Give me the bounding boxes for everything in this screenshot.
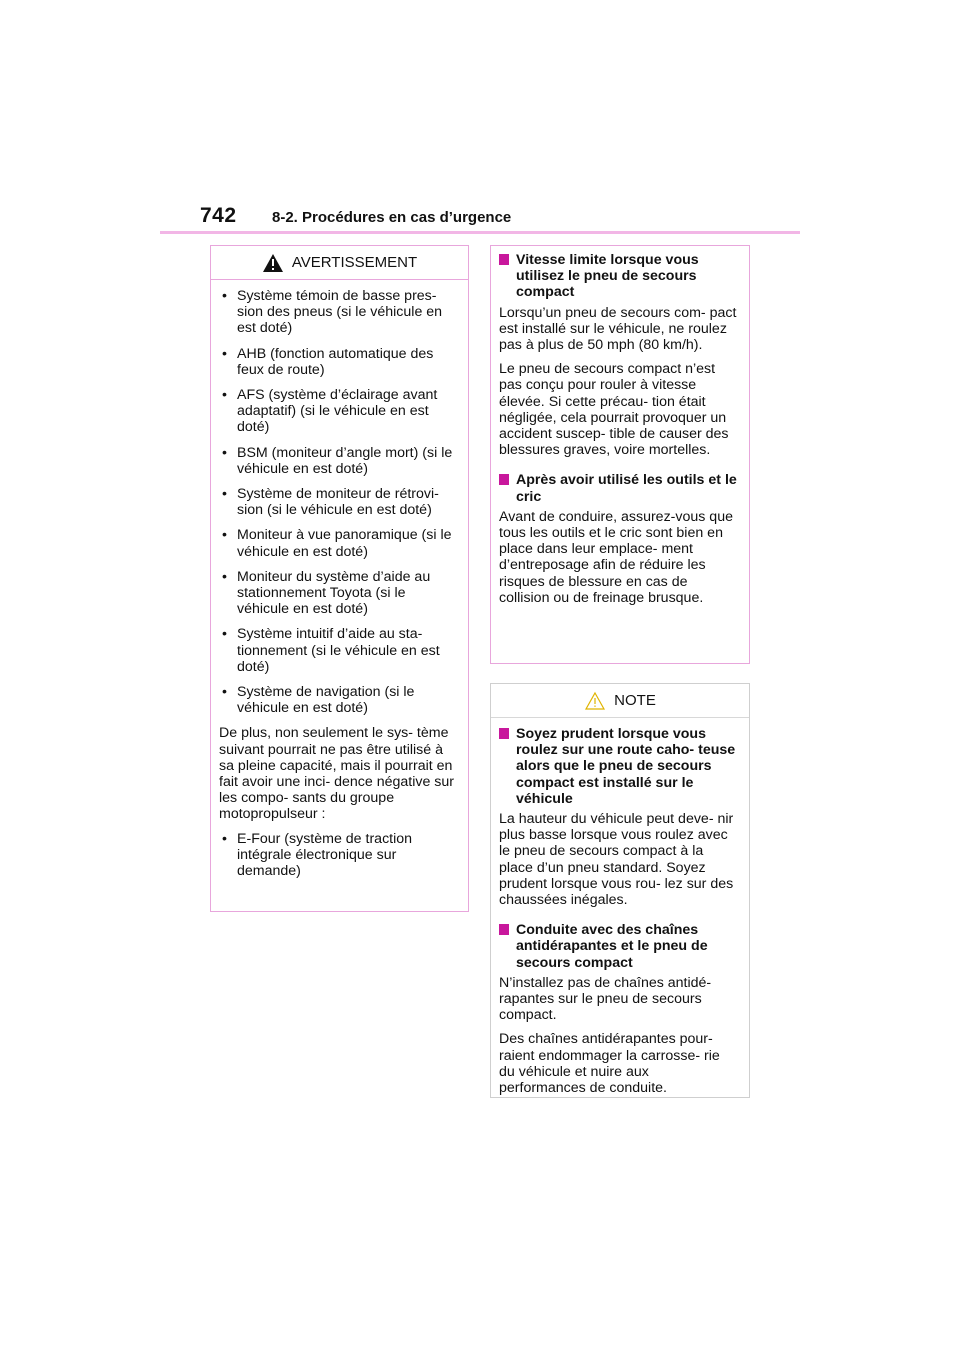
list-item: • Moniteur du système d’aide au stationnement Toyota (si le véhicule en est doté) [222,568,431,618]
section-heading: Soyez prudent lorsque vous roulez sur une route caho- teuse alors que le pneu de secours compact est installé sur le véhicule [499,726,739,807]
list-item: • Système témoin de basse pres- sion des pneus (si le véhicule en est doté) [222,288,443,337]
square-bullet-icon [499,924,509,935]
page-header [160,204,800,234]
info-box [490,245,750,664]
note-header [491,684,749,718]
note-box [490,683,750,1098]
warning-box [210,245,469,912]
list-item: • AFS (système d’éclairage avant adaptatif) (si le véhicule en est doté) [222,387,438,436]
paragraph: Le pneu de secours compact n’est pas conçu pour rouler à vitesse élevée. Si cette précau- tion était négligée, cela pourrait provoquer un accident suscep- tible de causer des blessures graves, voire mortelles. [499,361,729,459]
note-title: NOTE [614,692,656,709]
paragraph: Des chaînes antidérapantes pour- raient endommager la carrosse- rie du véhicule et nuire aux performances de conduite. [499,1031,720,1097]
warning-paragraph: De plus, non seulement le sys- tème suivant pourrait ne pas être utilisé à sa pleine capacité, mais il pourrait en fait avoir une inci- dence négative sur les compo- sants du groupe motopropulseur : [219,725,455,823]
warning-title: AVERTISSEMENT [291,254,418,271]
section-heading: Après avoir utilisé les outils et le cric [499,472,739,504]
list-item: • Système intuitif d’aide au sta- tionnement (si le véhicule en est doté) [222,626,440,675]
square-bullet-icon [499,254,509,265]
warning-list [219,288,458,716]
section-heading: Conduite avec des chaînes antidérapantes et le pneu de secours compact [499,922,739,971]
caution-triangle-icon [584,691,606,711]
header-rule [160,231,800,234]
square-bullet-icon [499,728,509,739]
list-item: • AHB (fonction automatique des feux de route) [222,345,434,378]
paragraph: N’installez pas de chaînes antidé- rapantes sur le pneu de secours compact. [499,974,712,1024]
paragraph: Lorsqu’un pneu de secours com- pact est installé sur le véhicule, ne roulez pas à plus de 50 mph (80 km/h). [499,304,737,354]
list-item: • Moniteur à vue panoramique (si le véhicule en est doté) [222,527,452,560]
list-item: • Système de moniteur de rétrovi- sion (si le véhicule en est doté) [222,486,439,519]
warning-list-2 [219,831,458,880]
warning-header [211,246,468,280]
square-bullet-icon [499,474,509,485]
section-heading: Vitesse limite lorsque vous utilisez le pneu de secours compact [499,252,739,301]
warning-triangle-icon [262,253,284,273]
list-item: • BSM (moniteur d’angle mort) (si le véhicule en est doté) [222,444,453,477]
list-item: • E-Four (système de traction intégrale électronique sur demande) [222,830,413,880]
paragraph: Avant de conduire, assurez-vous que tous les outils et le cric sont bien en place dans leur emplace- ment d’entreposage afin de réduire les risques de blessure en cas de collision ou de freinage brusque. [499,508,733,606]
section-title: 8-2. Procédures en cas d’urgence [272,209,512,226]
page-number: 742 [200,204,237,227]
paragraph: La hauteur du véhicule peut deve- nir plus basse lorsque vous roulez avec le pneu de secours compact à la place d’un pneu standard. Soyez prudent lorsque vous rou- lez sur des chaussées inégales. [499,811,734,909]
list-item: • Système de navigation (si le véhicule en est doté) [222,684,415,717]
